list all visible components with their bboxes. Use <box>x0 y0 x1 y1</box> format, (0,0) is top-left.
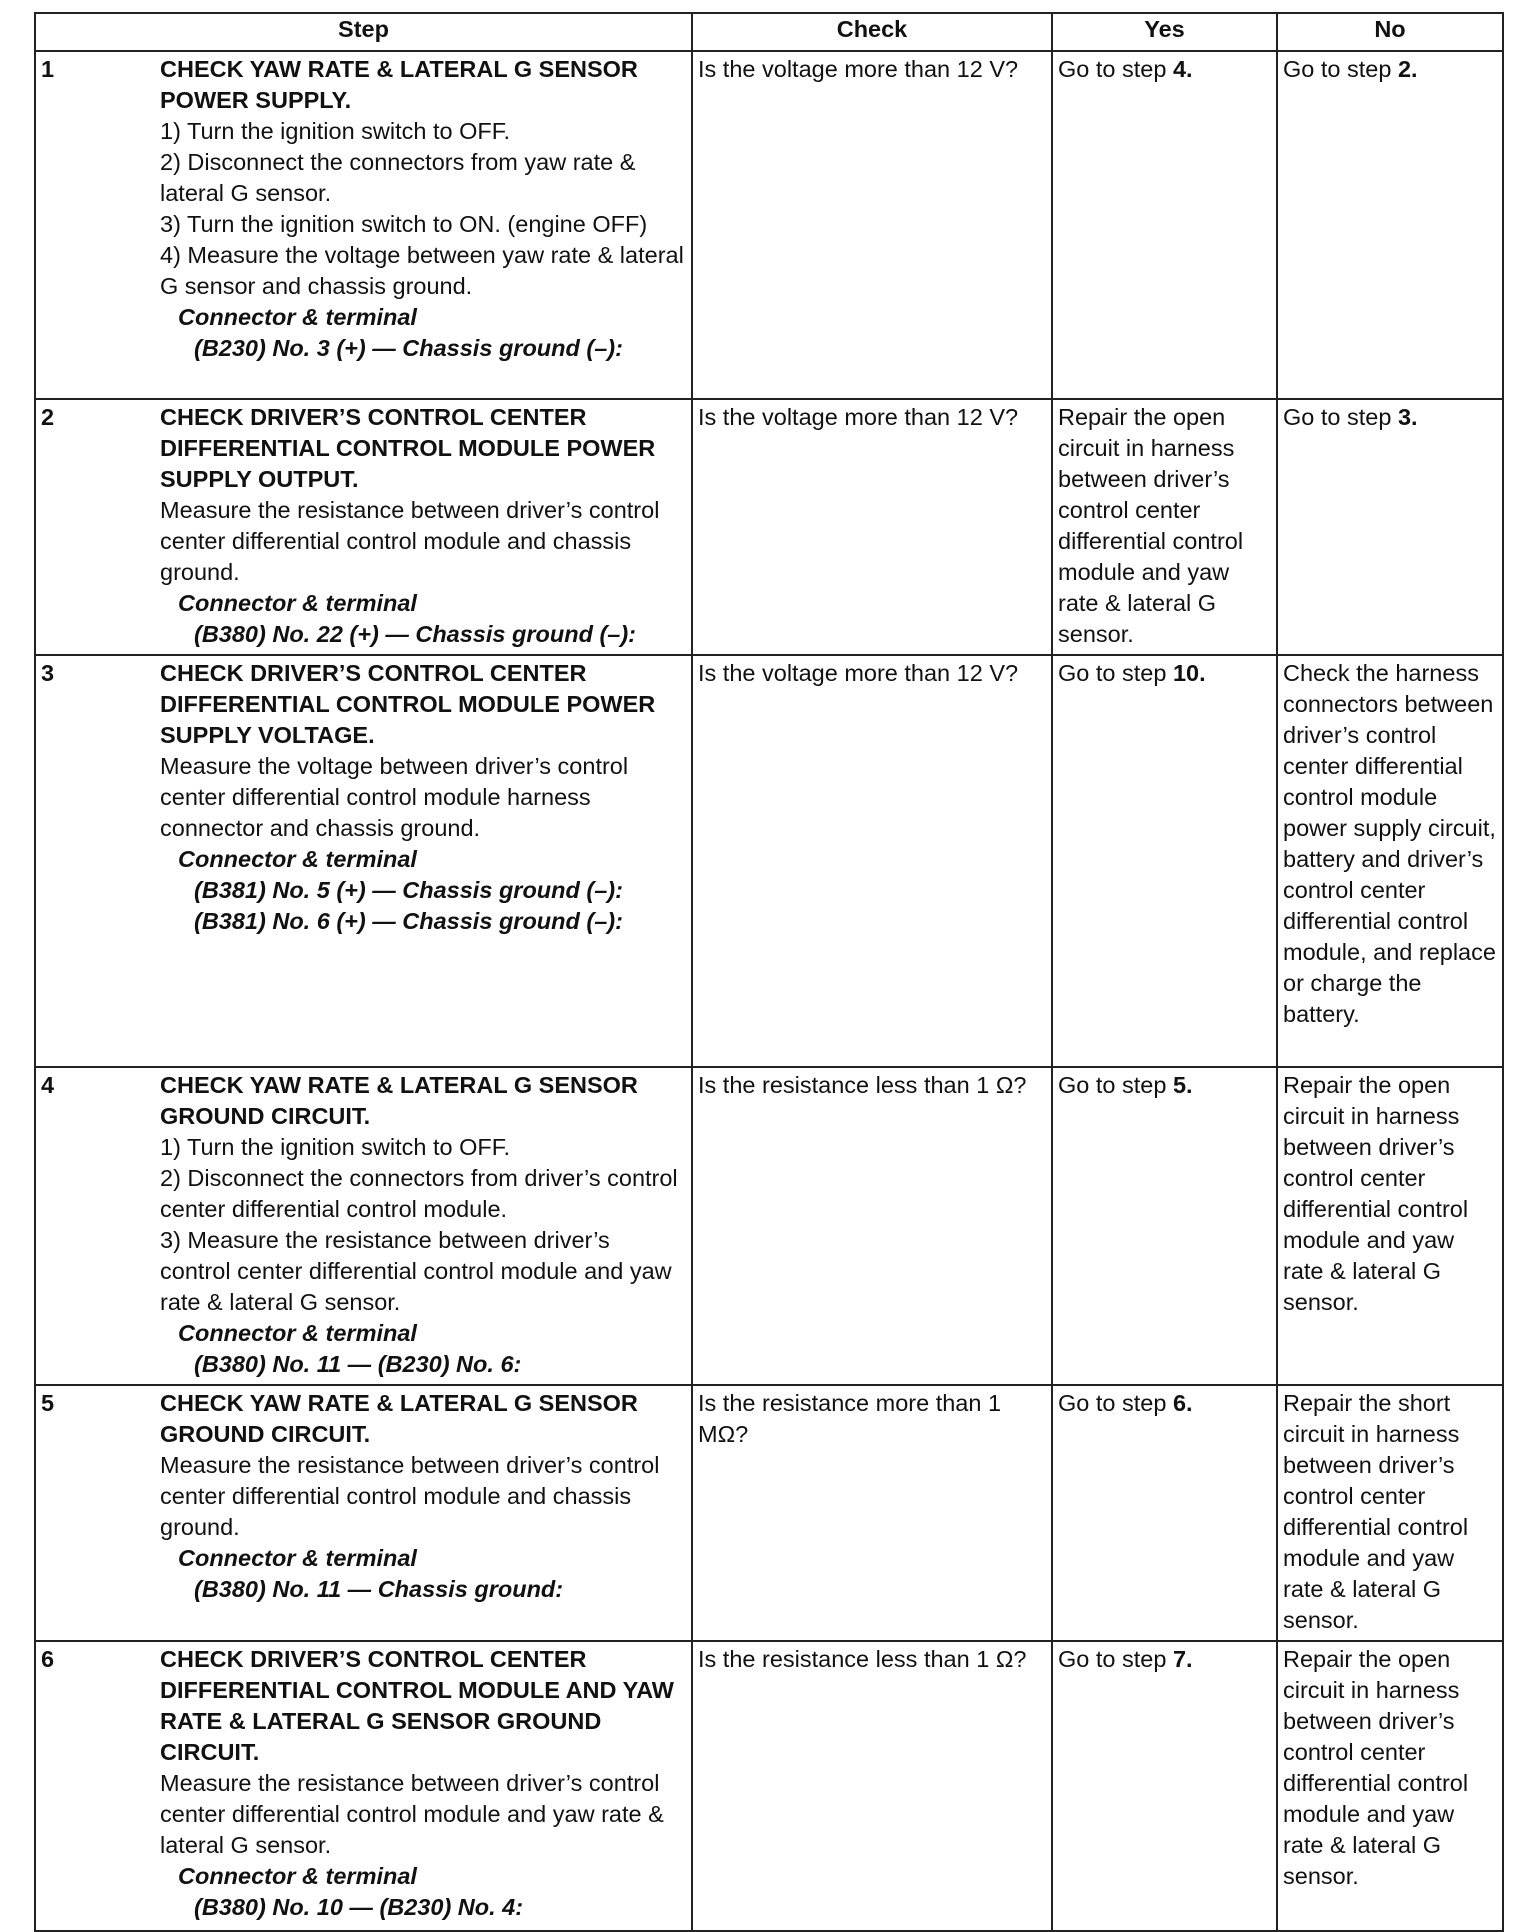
yes-cell <box>1052 655 1277 1067</box>
step-instruction: 1) Turn the ignition switch to OFF. <box>160 1134 511 1160</box>
yes-step-ref: 10. <box>1172 660 1206 686</box>
step-instruction: 3) Measure the resistance between driver’s control center differential control module and yaw rate & lateral G sensor. <box>160 1227 672 1315</box>
step-cell <box>35 399 692 655</box>
no-cell <box>1277 1641 1503 1931</box>
step-number: 2 <box>41 404 55 430</box>
connector-terminal: (B380) No. 11 — Chassis ground: <box>194 1576 564 1602</box>
step-instruction: 4) Measure the voltage between yaw rate & lateral G sensor and chassis ground. <box>160 242 684 299</box>
step-title: CHECK DRIVER’S CONTROL CENTER DIFFERENTIAL CONTROL MODULE POWER SUPPLY VOLTAGE. <box>160 660 656 748</box>
table-body <box>35 51 1503 1931</box>
check-cell: Is the resistance less than 1 Ω? <box>692 1067 1052 1385</box>
step-instruction: 2) Disconnect the connectors from yaw rate & lateral G sensor. <box>160 149 636 206</box>
connector-terminal: (B381) No. 6 (+) — Chassis ground (–): <box>194 908 623 934</box>
header-row <box>35 13 1503 51</box>
step-instruction: Measure the voltage between driver’s control center differential control module harness connector and chassis ground. <box>160 753 629 841</box>
check-cell: Is the voltage more than 12 V? <box>692 399 1052 655</box>
check-cell: Is the resistance more than 1 MΩ? <box>692 1385 1052 1641</box>
yes-cell <box>1052 1385 1277 1641</box>
no-step-ref: 2. <box>1397 56 1418 82</box>
yes-step-ref: 7. <box>1172 1646 1193 1672</box>
step-title: CHECK YAW RATE & LATERAL G SENSOR GROUND CIRCUIT. <box>160 1072 638 1129</box>
yes-text: Repair the open circuit in harness between driver’s control center differential control module and yaw rate & lateral G sensor. <box>1058 404 1244 647</box>
connector-heading: Connector & terminal <box>178 1545 417 1571</box>
connector-terminal: (B380) No. 10 — (B230) No. 4: <box>194 1894 524 1920</box>
yes-text: Go to step <box>1058 1072 1173 1098</box>
step-title: CHECK DRIVER’S CONTROL CENTER DIFFERENTIAL CONTROL MODULE AND YAW RATE & LATERAL G SENSOR GROUND CIRCUIT. <box>160 1646 674 1765</box>
connector-heading: Connector & terminal <box>178 1320 417 1346</box>
step-instruction: Measure the resistance between driver’s control center differential control module and yaw rate & lateral G sensor. <box>160 1770 664 1858</box>
no-cell <box>1277 51 1503 399</box>
connector-terminal: (B380) No. 22 (+) — Chassis ground (–): <box>194 621 637 647</box>
connector-heading: Connector & terminal <box>178 304 417 330</box>
table-row <box>35 51 1503 399</box>
yes-step-ref: 6. <box>1172 1390 1193 1416</box>
diagnostic-table <box>34 12 1504 1932</box>
header-yes: Yes <box>1052 13 1277 51</box>
connector-heading: Connector & terminal <box>178 1863 417 1889</box>
connector-heading: Connector & terminal <box>178 846 417 872</box>
step-cell <box>35 1385 692 1641</box>
step-instruction: Measure the resistance between driver’s control center differential control module and chassis ground. <box>160 497 660 585</box>
no-text: Go to step <box>1283 404 1398 430</box>
no-cell <box>1277 399 1503 655</box>
header-check: Check <box>692 13 1052 51</box>
no-text: Repair the open circuit in harness between driver’s control center differential control module and yaw rate & lateral G sensor. <box>1283 1072 1469 1315</box>
yes-text: Go to step <box>1058 660 1173 686</box>
step-title: CHECK YAW RATE & LATERAL G SENSOR GROUND CIRCUIT. <box>160 1390 638 1447</box>
yes-text: Go to step <box>1058 1646 1173 1672</box>
no-text: Go to step <box>1283 56 1398 82</box>
table-row <box>35 655 1503 1067</box>
step-cell <box>35 655 692 1067</box>
header-step: Step <box>35 13 692 51</box>
yes-step-ref: 4. <box>1172 56 1193 82</box>
no-cell <box>1277 1385 1503 1641</box>
yes-cell <box>1052 399 1277 655</box>
table-row <box>35 1641 1503 1931</box>
table-row <box>35 399 1503 655</box>
connector-terminal: (B230) No. 3 (+) — Chassis ground (–): <box>194 335 623 361</box>
table-row <box>35 1067 1503 1385</box>
yes-text: Go to step <box>1058 1390 1173 1416</box>
check-cell: Is the voltage more than 12 V? <box>692 51 1052 399</box>
step-number: 4 <box>41 1072 55 1098</box>
connector-terminal: (B381) No. 5 (+) — Chassis ground (–): <box>194 877 623 903</box>
yes-cell <box>1052 1641 1277 1931</box>
connector-heading: Connector & terminal <box>178 590 417 616</box>
step-instruction: Measure the resistance between driver’s control center differential control module and chassis ground. <box>160 1452 660 1540</box>
step-title: CHECK DRIVER’S CONTROL CENTER DIFFERENTIAL CONTROL MODULE POWER SUPPLY OUTPUT. <box>160 404 656 492</box>
step-title: CHECK YAW RATE & LATERAL G SENSOR POWER SUPPLY. <box>160 56 638 113</box>
step-cell <box>35 1641 692 1931</box>
step-instruction: 2) Disconnect the connectors from driver’s control center differential control module. <box>160 1165 678 1222</box>
no-step-ref: 3. <box>1397 404 1418 430</box>
no-cell <box>1277 655 1503 1067</box>
step-number: 3 <box>41 660 55 686</box>
yes-text: Go to step <box>1058 56 1173 82</box>
header-no: No <box>1277 13 1503 51</box>
yes-cell <box>1052 51 1277 399</box>
table-row <box>35 1385 1503 1641</box>
no-cell <box>1277 1067 1503 1385</box>
step-cell <box>35 1067 692 1385</box>
check-cell: Is the resistance less than 1 Ω? <box>692 1641 1052 1931</box>
step-number: 1 <box>41 56 55 82</box>
step-instruction: 1) Turn the ignition switch to OFF. <box>160 118 511 144</box>
no-text: Check the harness connectors between driver’s control center differential control module power supply circuit, battery and driver’s control center differential control module, and replace or charge the battery. <box>1283 660 1496 1027</box>
check-cell: Is the voltage more than 12 V? <box>692 655 1052 1067</box>
no-text: Repair the short circuit in harness between driver’s control center differential control module and yaw rate & lateral G sensor. <box>1283 1390 1469 1633</box>
yes-cell <box>1052 1067 1277 1385</box>
step-cell <box>35 51 692 399</box>
yes-step-ref: 5. <box>1172 1072 1193 1098</box>
step-number: 6 <box>41 1646 55 1672</box>
step-instruction: 3) Turn the ignition switch to ON. (engine OFF) <box>160 211 648 237</box>
no-text: Repair the open circuit in harness between driver’s control center differential control module and yaw rate & lateral G sensor. <box>1283 1646 1469 1889</box>
connector-terminal: (B380) No. 11 — (B230) No. 6: <box>194 1351 522 1377</box>
step-number: 5 <box>41 1390 55 1416</box>
